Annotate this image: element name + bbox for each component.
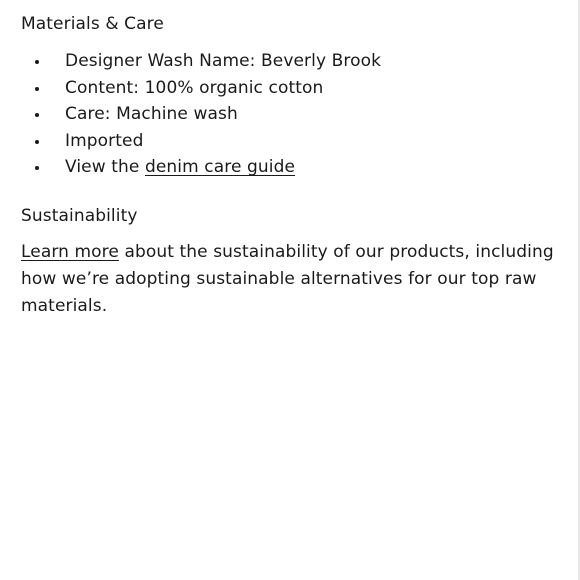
bullet-icon xyxy=(35,140,39,144)
list-item xyxy=(21,48,568,75)
materials-care-list xyxy=(21,48,568,181)
denim-care-guide-link[interactable]: denim care guide xyxy=(144,157,296,178)
bullet-icon xyxy=(35,166,39,170)
materials-care-heading: Materials & Care xyxy=(21,14,164,34)
list-item xyxy=(21,154,568,181)
list-item-text: Designer Wash Name: Beverly Brook xyxy=(65,51,382,71)
sustainability-heading: Sustainability xyxy=(21,205,138,226)
learn-more-link[interactable]: Learn more xyxy=(21,241,119,262)
sustainability-description xyxy=(21,239,566,320)
list-item xyxy=(21,128,568,155)
bullet-icon xyxy=(35,87,39,91)
list-item-text: View the xyxy=(65,157,145,178)
list-item xyxy=(21,75,568,102)
sustainability-text: about the sustainability of our products, including how we’re adopting sustainable alternatives for our top raw materials. xyxy=(21,241,554,316)
bullet-icon xyxy=(35,60,39,64)
list-item-text: Care: Machine wash xyxy=(65,104,238,125)
list-item-text: Content: 100% organic cotton xyxy=(65,77,324,98)
list-item-text: Imported xyxy=(65,130,144,151)
bullet-icon xyxy=(35,113,39,117)
list-item xyxy=(21,101,568,128)
